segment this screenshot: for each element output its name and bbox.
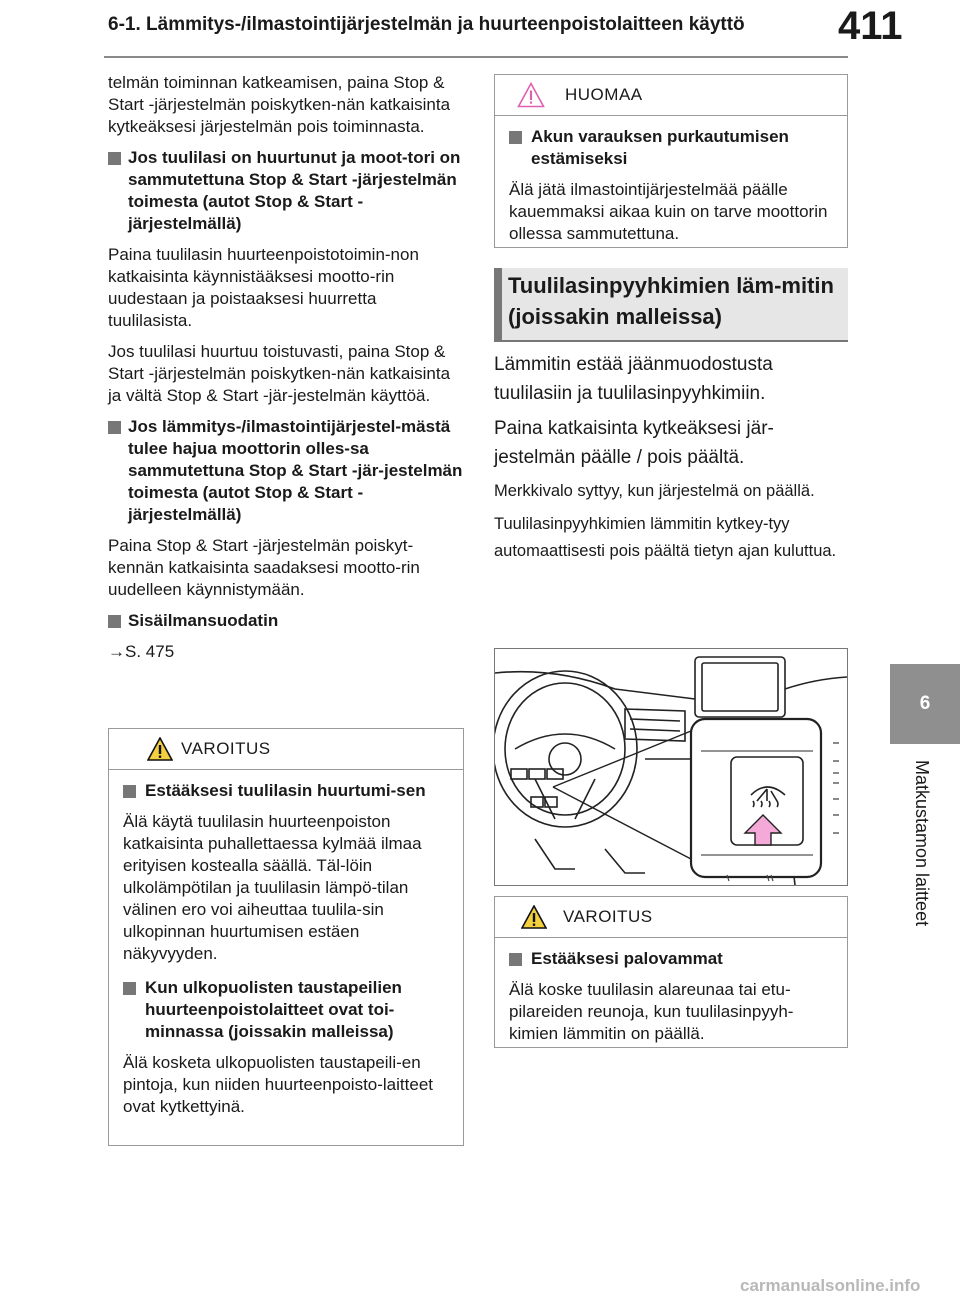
- warning-triangle-icon: [147, 737, 173, 761]
- notice-box-body: [495, 116, 847, 261]
- footer-watermark[interactable]: carmanualsonline.info: [740, 1276, 921, 1295]
- warning-box-header: [109, 729, 463, 770]
- square-bullet-icon: [108, 152, 121, 165]
- notice-text: Älä jätä ilmastointijärjestelmää päälle kauemmaksi aikaa kuin on tarve moottorin ollessa sammutettuna.: [509, 180, 828, 243]
- warning-label: VAROITUS: [563, 907, 653, 926]
- paragraph: Tuulilasinpyyhkimien lämmitin kytkey-tyy automaattisesti pois päältä tietyn ajan kuluttua.: [494, 515, 837, 560]
- section-title: Tuulilasinpyyhkimien läm-mitin (joissakin malleissa): [494, 268, 848, 342]
- warning-heading: Estääksesi palovammat: [509, 948, 833, 970]
- notice-label: HUOMAA: [565, 85, 643, 104]
- warning-box-2: [494, 896, 848, 1048]
- warning-text: Älä koske tuulilasin alareunaa tai etu-pilareiden reunoja, kun tuulilasinpyyh-kimien lämmitin on päällä.: [509, 980, 794, 1043]
- square-bullet-icon: [123, 785, 136, 798]
- paragraph: Paina katkaisinta kytkeäksesi jär-jestelmän päälle / pois päältä.: [494, 418, 774, 468]
- warning-heading: Estääksesi tuulilasin huurtumi-sen: [123, 780, 449, 802]
- notice-heading: Akun varauksen purkautumisen estämiseksi: [509, 126, 833, 170]
- square-bullet-icon: [123, 982, 136, 995]
- notice-box: [494, 74, 848, 248]
- paragraph: Lämmitin estää jäänmuodostusta tuulilasiin ja tuulilasinpyyhkimiin.: [494, 354, 773, 404]
- section-heading-filter: Sisäilmansuodatin: [108, 610, 464, 632]
- warning-box-header: [495, 897, 847, 938]
- running-header-title: 6-1. Lämmitys-/ilmastointijärjestelmän ja huurteenpoistolaitteen käyttö: [108, 14, 745, 35]
- dashboard-illustration: [494, 648, 848, 886]
- warning-heading: Kun ulkopuolisten taustapeilien huurteenpoistolaitteet ovat toi-minnassa (joissakin malleissa): [123, 977, 449, 1043]
- right-column: [494, 350, 848, 571]
- chapter-tab: 6: [890, 664, 960, 744]
- paragraph: Paina Stop & Start -järjestelmän poiskyt-kennän katkaisinta saadaksesi mootto-rin uudelleen käynnistymään.: [108, 536, 420, 599]
- warning-box-body: [109, 770, 463, 1134]
- dashboard-drawing: [495, 649, 847, 885]
- square-bullet-icon: [509, 131, 522, 144]
- page-reference[interactable]: →S. 475: [108, 642, 175, 661]
- notice-triangle-icon: [517, 82, 545, 108]
- warning-label: VAROITUS: [181, 739, 271, 758]
- section-heading-odor: Jos lämmitys-/ilmastointijärjestel-mästä tulee hajua moottorin olles-sa sammutettuna Stop & Start -jär-jestelmän toimesta (autot Stop & Start -järjestelmällä): [108, 416, 464, 526]
- warning-triangle-icon: [521, 905, 547, 929]
- header-rule: [104, 56, 848, 58]
- paragraph: Merkkivalo syttyy, kun järjestelmä on päällä.: [494, 482, 815, 500]
- paragraph: Paina tuulilasin huurteenpoistotoimin-non katkaisinta käynnistääksesi mootto-rin uudestaan ja poistaaksesi huurretta tuulilasista.: [108, 245, 419, 330]
- warning-text: Älä kosketa ulkopuolisten taustapeili-en pintoja, kun niiden huurteenpoisto-laitteet ovat kytkettyinä.: [123, 1053, 433, 1116]
- paragraph: Jos tuulilasi huurtuu toistuvasti, paina Stop & Start -järjestelmän poiskytken-nän katkaisinta ja vältä Stop & Start -jär-jestelmän käyttöä.: [108, 342, 451, 405]
- section-title-bar: [494, 268, 502, 340]
- section-heading-defogging: Jos tuulilasi on huurtunut ja moot-tori on sammutettuna Stop & Start -järjestelmän toimesta (autot Stop & Start -järjestelmällä): [108, 147, 464, 235]
- warning-text: Älä käytä tuulilasin huurteenpoiston katkaisinta puhallettaessa kylmää ilmaa erityisen kostealla säällä. Täl-löin ulkolämpötilan ja tuulilasin lämpö-tilan välinen ero voi aiheuttaa tuulila-sin ulkopinnan huurtumisen estäen näkyvyyden.: [123, 812, 422, 963]
- left-column: [108, 72, 464, 672]
- chapter-label: Matkustamon laitteet: [912, 760, 932, 927]
- square-bullet-icon: [509, 953, 522, 966]
- warning-box-body: [495, 938, 847, 1061]
- square-bullet-icon: [108, 421, 121, 434]
- page-number: 411: [838, 4, 903, 48]
- warning-box: [108, 728, 464, 1146]
- notice-box-header: [495, 75, 847, 116]
- square-bullet-icon: [108, 615, 121, 628]
- chapter-label-vertical: [888, 760, 958, 1060]
- intro-paragraph: telmän toiminnan katkeamisen, paina Stop & Start -järjestelmän poiskytken-nän katkaisinta kytkeäksesi järjestelmän pois toiminnasta.: [108, 73, 451, 136]
